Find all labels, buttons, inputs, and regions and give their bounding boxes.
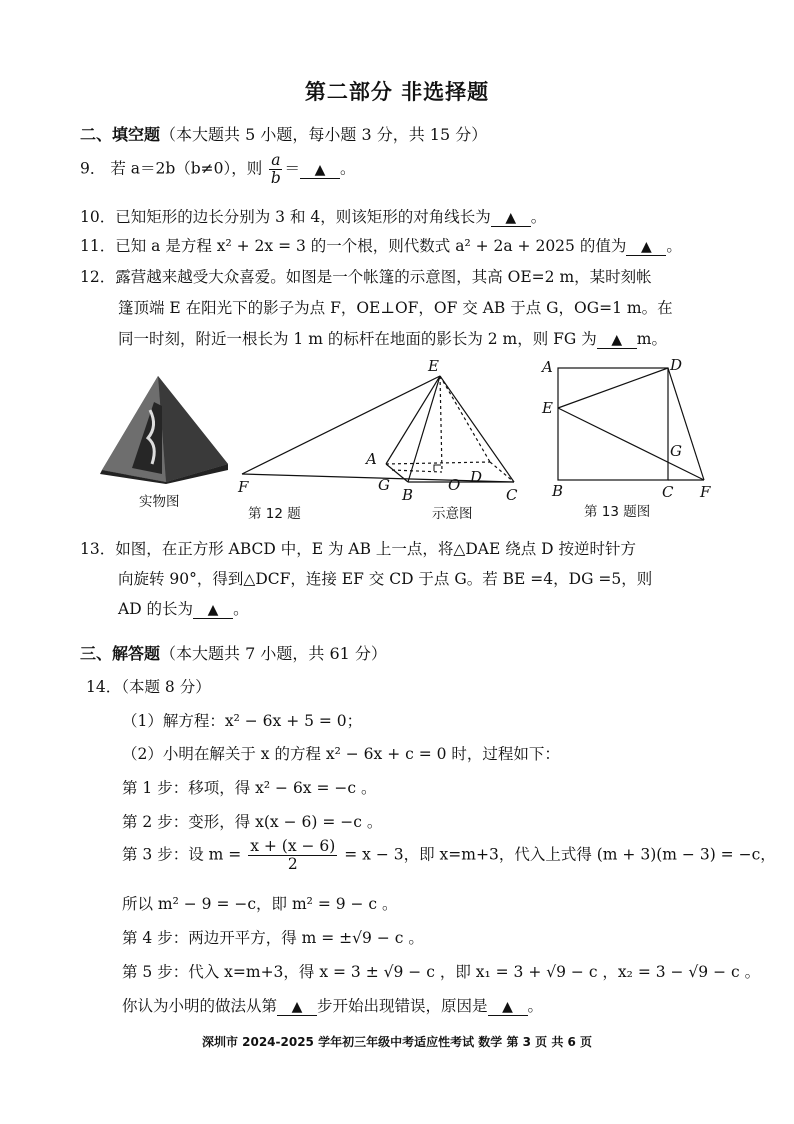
step-1: 第 1 步：移项，得 x² − 6x = −c 。 xyxy=(122,779,377,797)
label-B: B xyxy=(402,486,414,502)
question-14-part-1: （1）解方程：x² − 6x + 5 = 0； xyxy=(122,712,363,730)
punctuation: 。 xyxy=(530,208,547,226)
question-14-ask xyxy=(122,994,543,1016)
question-13-line-1 xyxy=(80,537,636,559)
equals-sign: ＝ xyxy=(284,159,300,178)
question-10 xyxy=(80,205,546,227)
label-C: C xyxy=(662,483,674,501)
step-text: = x − 3，即 x=m+3，代入上式得 (m + 3)(m − 3) = −c， xyxy=(344,845,776,864)
label-B: B xyxy=(552,482,564,500)
label-O: O xyxy=(448,476,461,494)
label-D: D xyxy=(470,468,483,486)
label-G: G xyxy=(670,442,682,460)
question-text: 如图，在正方形 ABCD 中，E 为 AB 上一点，将△DAE 绕点 D 按逆时针方 xyxy=(115,540,636,558)
figure-12-tent-diagram xyxy=(232,354,528,502)
question-12-line-3 xyxy=(118,327,667,349)
photo-caption: 实物图 xyxy=(139,494,180,510)
step-3-continued: 所以 m² − 9 = −c，即 m² = 9 − c 。 xyxy=(122,895,398,913)
answer-blank[interactable]: ▲ xyxy=(597,332,637,349)
question-text: 你认为小明的做法从第 xyxy=(122,997,278,1015)
question-text: 已知矩形的边长分别为 3 和 4，则该矩形的对角线长为 xyxy=(115,208,491,226)
answer-blank[interactable]: ▲ xyxy=(300,162,340,179)
label-A: A xyxy=(542,358,553,376)
section-title: 三、解答题 xyxy=(80,644,161,663)
figure-13-caption: 第 13 题图 xyxy=(584,504,651,520)
question-12-line-2: 篷顶端 E 在阳光下的影子为点 F，OE⊥OF，OF 交 AB 于点 G，OG=1 m。在 xyxy=(118,299,673,317)
question-14-part-2: （2）小明在解关于 x 的方程 x² − 6x + c = 0 时，过程如下： xyxy=(122,745,560,763)
question-9 xyxy=(80,152,356,187)
figure-13-square-diagram xyxy=(536,354,726,502)
question-text: 若 a＝2b（b≠0），则 xyxy=(110,159,263,178)
answer-blank-step[interactable]: ▲ xyxy=(277,999,317,1016)
fraction-numerator: x + (x − 6) xyxy=(250,837,336,855)
figure-12-caption: 第 12 题 xyxy=(248,506,301,522)
unit-text: m。 xyxy=(636,330,667,348)
punctuation: 。 xyxy=(340,159,356,178)
question-text: 同一时刻，附近一根长为 1 m 的标杆在地面的影长为 2 m，则 FG 为 xyxy=(118,330,597,348)
label-G: G xyxy=(378,476,390,494)
answer-blank-reason[interactable]: ▲ xyxy=(488,999,528,1016)
fraction-denominator: 2 xyxy=(287,855,298,873)
label-E: E xyxy=(542,399,553,417)
fraction-denominator: b xyxy=(270,169,281,187)
label-F: F xyxy=(238,478,249,496)
label-D: D xyxy=(670,356,683,374)
fraction-a-over-b xyxy=(269,152,282,187)
label-A: A xyxy=(366,450,377,468)
section-title: 二、填空题 xyxy=(80,125,161,144)
section-heading-problems xyxy=(80,641,387,664)
step-text: 第 3 步：设 m = xyxy=(122,845,242,864)
question-number: 13． xyxy=(80,540,116,558)
diagram-caption: 示意图 xyxy=(432,506,473,522)
answer-blank[interactable]: ▲ xyxy=(193,602,233,619)
question-14-header: 14．（本题 8 分） xyxy=(86,678,211,696)
question-text: AD 的长为 xyxy=(118,600,194,618)
question-11 xyxy=(80,234,682,256)
section-note: （本大题共 7 小题，共 61 分） xyxy=(160,644,387,663)
question-number: 9． xyxy=(80,159,106,178)
fraction-numerator: a xyxy=(271,151,281,169)
punctuation: 。 xyxy=(666,237,682,255)
punctuation: 。 xyxy=(527,997,544,1015)
question-12-line-1 xyxy=(80,265,652,287)
answer-blank[interactable]: ▲ xyxy=(626,239,666,256)
tent-photo-illustration xyxy=(96,372,236,484)
label-F: F xyxy=(700,483,711,501)
question-number: 10． xyxy=(80,208,116,226)
label-E: E xyxy=(428,357,439,375)
question-text: 步开始出现错误，原因是 xyxy=(317,997,488,1015)
step-2: 第 2 步：变形，得 x(x − 6) = −c 。 xyxy=(122,813,383,831)
page-footer: 深圳市 2024-2025 学年初三年级中考适应性考试 数学 第 3 页 共 6 页 xyxy=(201,1035,593,1049)
question-text: 已知 a 是方程 x² + 2x = 3 的一个根，则代数式 a² + 2a + 2025 的值为 xyxy=(115,237,627,255)
question-13-line-2: 向旋转 90°，得到△DCF，连接 EF 交 CD 于点 G。若 BE =4，DG =5，则 xyxy=(118,570,653,588)
punctuation: 。 xyxy=(233,600,249,618)
question-13-line-3 xyxy=(118,597,249,619)
page-title: 第二部分 非选择题 xyxy=(304,80,490,104)
section-heading-fill-blank xyxy=(80,122,487,145)
step-4: 第 4 步：两边开平方，得 m = ±√9 − c 。 xyxy=(122,929,424,947)
answer-blank[interactable]: ▲ xyxy=(491,210,531,227)
step-5: 第 5 步：代入 x=m+3，得 x = 3 ± √9 − c ，即 x₁ = 3 + √9 − c ，x₂ = 3 − √9 − c 。 xyxy=(122,963,761,981)
question-text: 露营越来越受大众喜爱。如图是一个帐篷的示意图，其高 OE=2 m，某时刻帐 xyxy=(115,268,652,286)
fraction-m-definition xyxy=(248,838,337,873)
question-number: 11． xyxy=(80,237,116,255)
section-note: （本大题共 5 小题，每小题 3 分，共 15 分） xyxy=(160,125,488,144)
question-number: 12． xyxy=(80,268,116,286)
label-C: C xyxy=(506,486,518,502)
step-3 xyxy=(122,838,776,873)
